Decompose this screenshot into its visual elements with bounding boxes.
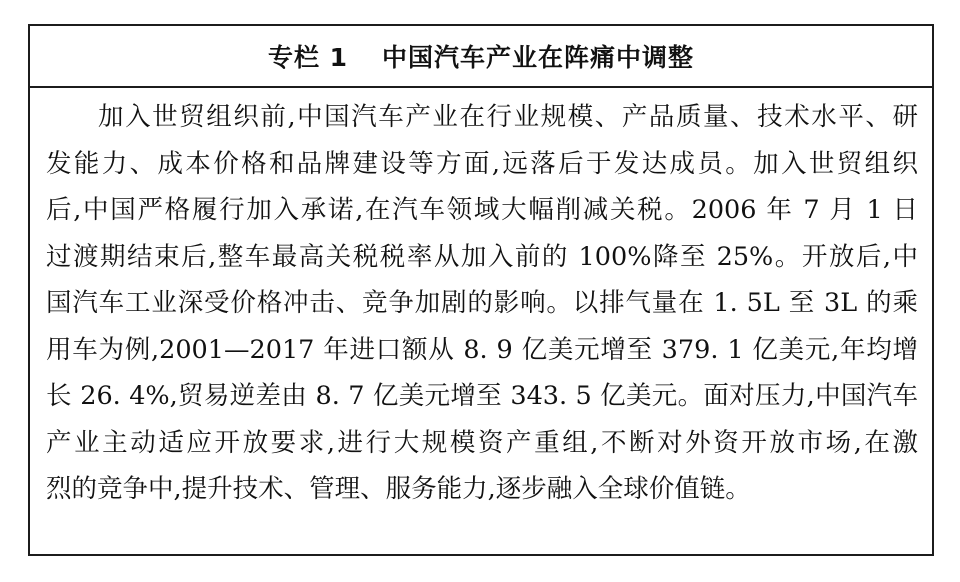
paragraph-line: 过渡期结束后,整车最高关税税率从加入前的 100%降至 25%。开放后,中	[46, 241, 918, 272]
box-body-paragraph	[30, 88, 932, 513]
paragraph-line: 烈的竞争中,提升技术、管理、服务能力,逐步融入全球价值链。	[46, 474, 751, 504]
box-title	[30, 26, 932, 88]
paragraph-line: 用车为例,2001—2017 年进口额从 8. 9 亿美元增至 379. 1 亿美元,年均增	[46, 334, 918, 365]
box-title-text: 中国汽车产业在阵痛中调整	[382, 43, 695, 72]
paragraph-line: 后,中国严格履行加入承诺,在汽车领域大幅削减关税。2006 年 7 月 1 日	[46, 195, 918, 225]
paragraph-line: 产业主动适应开放要求,进行大规模资产重组,不断对外资开放市场,在激	[46, 427, 918, 458]
paragraph-line: 发能力、成本价格和品牌建设等方面,远落后于发达成员。加入世贸组织	[46, 148, 918, 179]
paragraph-line: 加入世贸组织前,中国汽车产业在行业规模、产品质量、技术水平、研	[98, 102, 918, 132]
sidebar-box	[28, 24, 934, 556]
box-title-label: 专栏 1	[267, 43, 349, 72]
paragraph-line: 长 26. 4%,贸易逆差由 8. 7 亿美元增至 343. 5 亿美元。面对压力,中国汽车	[46, 381, 918, 411]
paragraph-line: 国汽车工业深受价格冲击、竞争加剧的影响。以排气量在 1. 5L 至 3L 的乘	[46, 288, 918, 318]
